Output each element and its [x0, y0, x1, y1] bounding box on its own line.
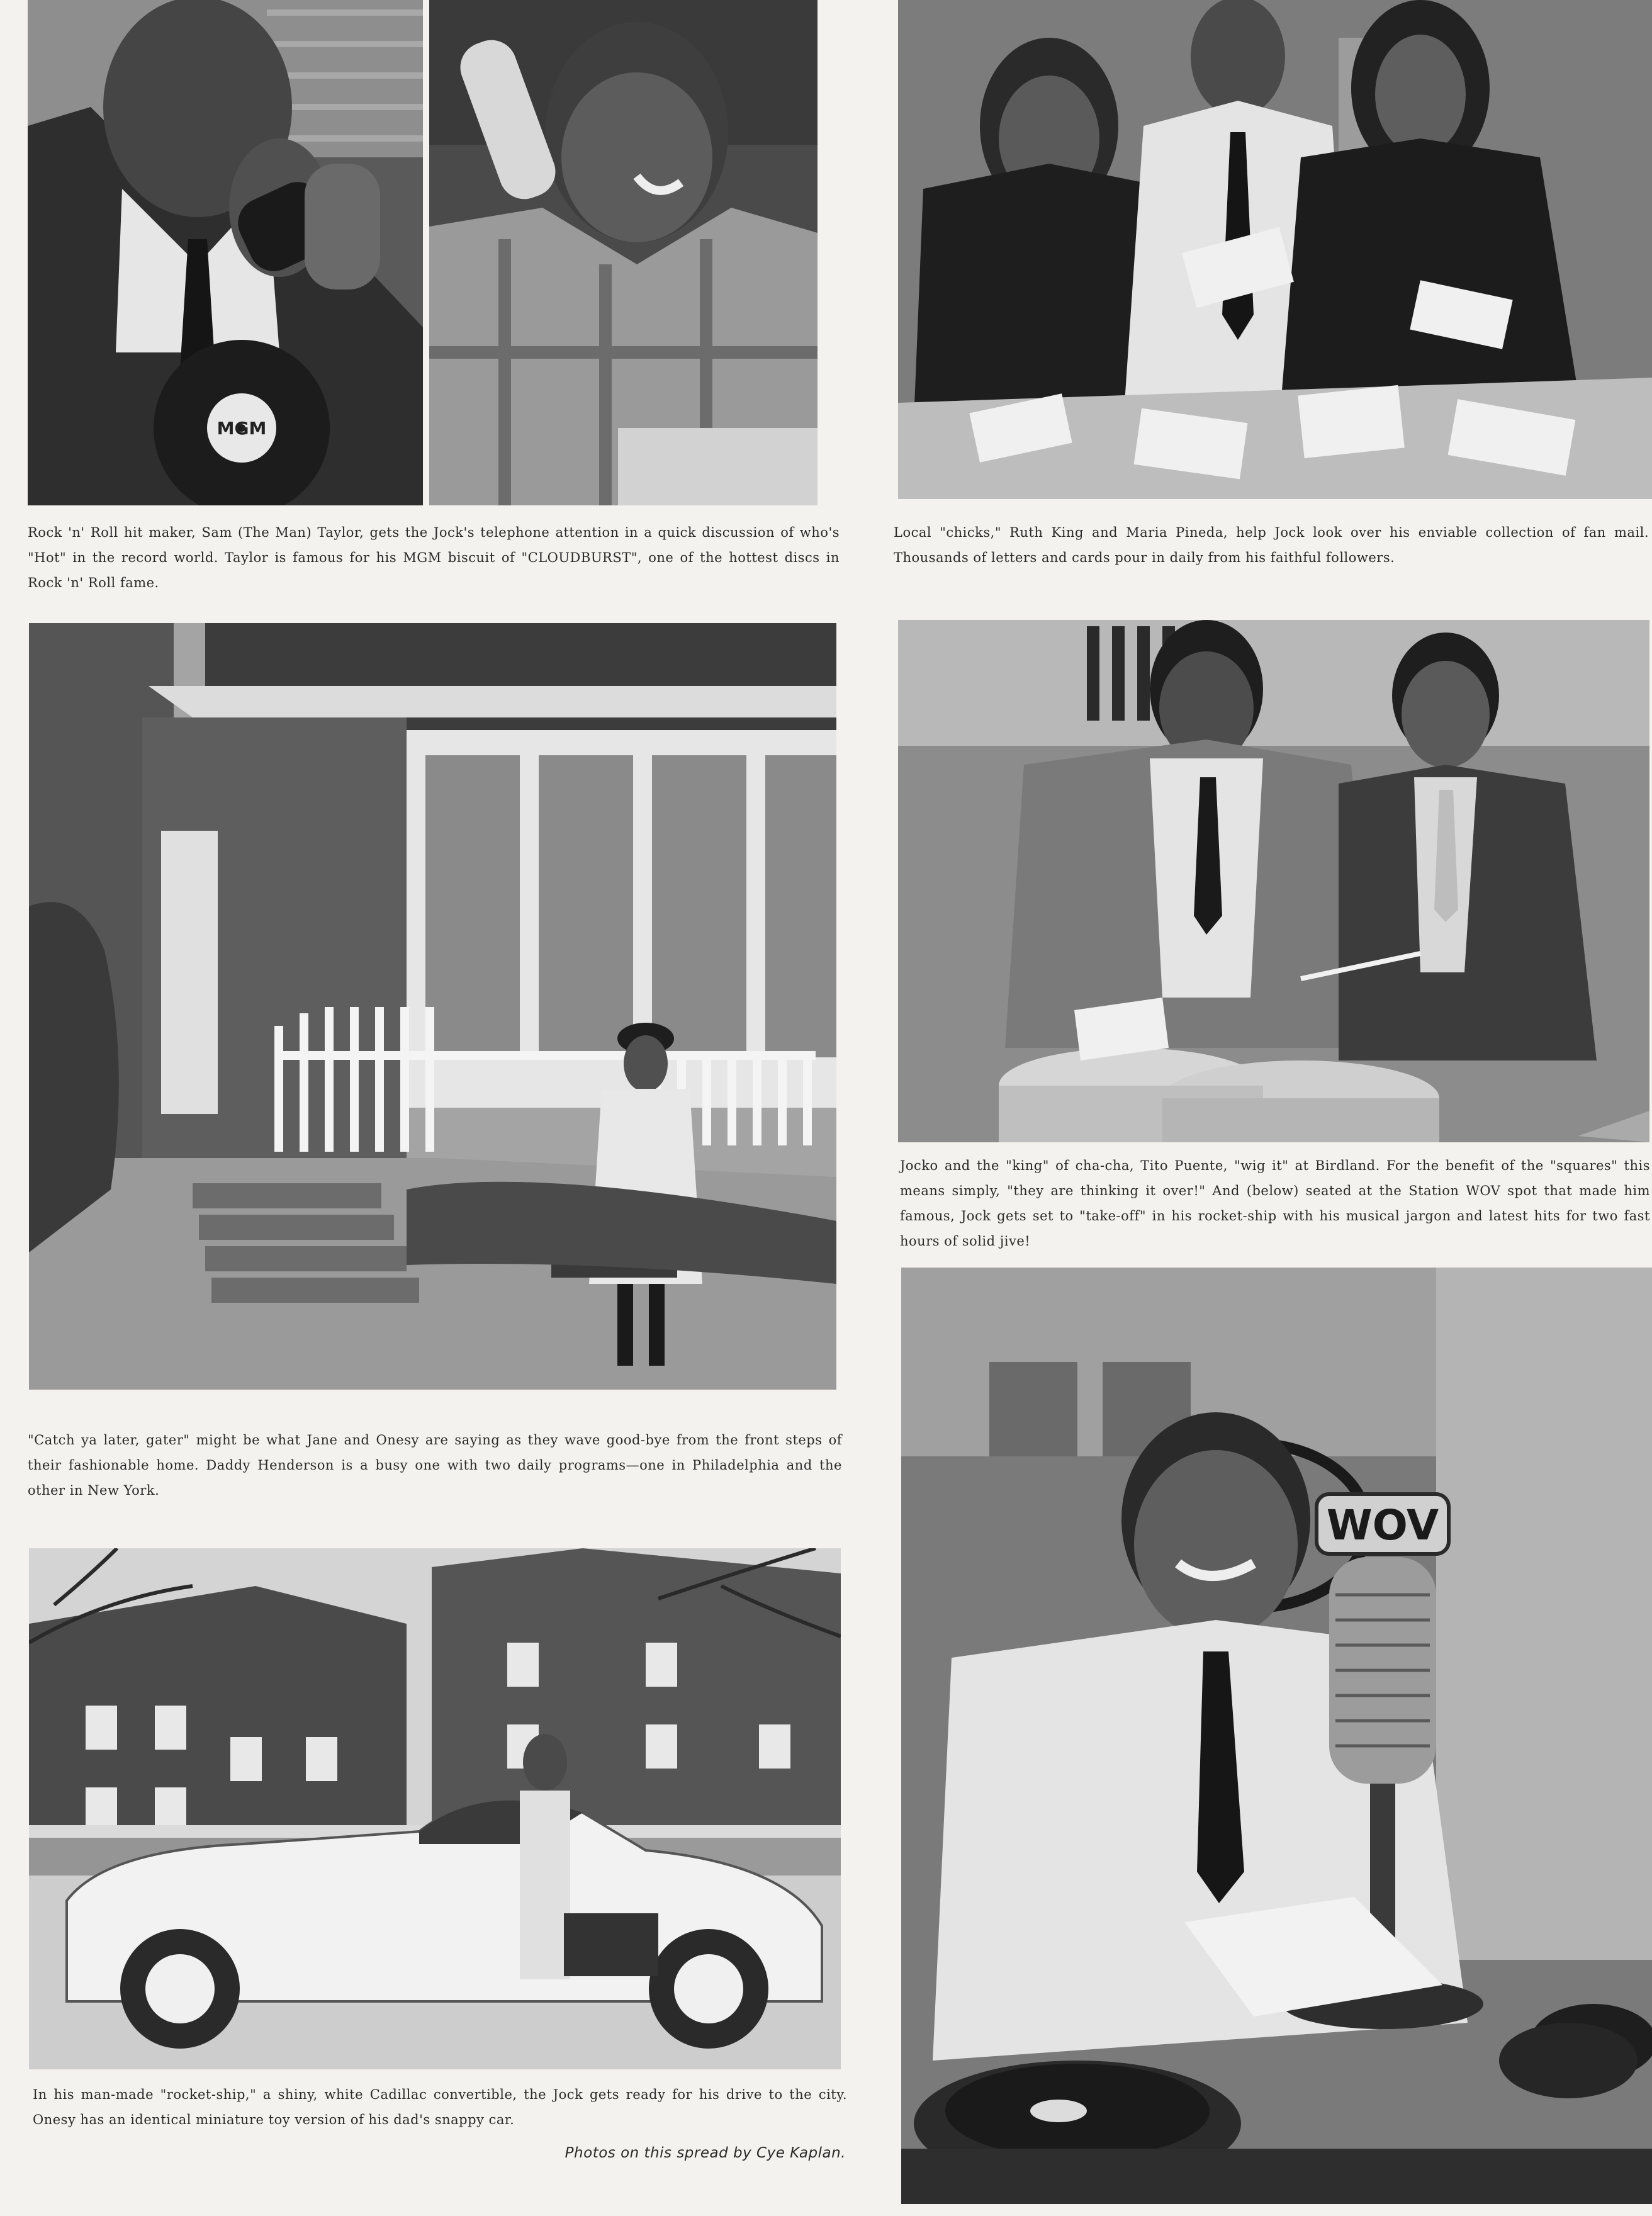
photo-radio-booth-wov	[901, 1268, 1652, 2204]
mgm-disc-label: MGM	[216, 418, 267, 439]
photo-fan-mail	[898, 0, 1652, 499]
photo-jocko-phone	[429, 0, 818, 505]
photo-home-front-steps	[29, 623, 836, 1390]
caption-birdland: Jocko and the "king" of cha-cha, Tito Puente, "wig it" at Birdland. For the benefit of the "squares" this means simply, "they are thinking it over!" And (below) seated at the Station WOV spot that made him famous, Jock gets set to "take-off" in his rocket-ship with his musical jargon and latest hits for two fast hours of solid jive!	[900, 1158, 1650, 1249]
caption-home: "Catch ya later, gater" might be what Jane and Onesy are saying as they wave good-bye from the front steps of their fashionable home. Daddy Henderson is a busy one with two daily programs—one in Philadelphia and the other in New York.	[28, 1432, 842, 1498]
photo-cadillac-convertible	[29, 1548, 841, 2069]
caption-sam-taylor: Rock 'n' Roll hit maker, Sam (The Man) Taylor, gets the Jock's telephone attention in a quick discussion of who's "Hot" in the record world. Taylor is famous for his MGM biscuit of "CLOUDBURST", one of the hottest discs in Rock 'n' Roll fame.	[28, 525, 840, 590]
caption-fan-mail: Local "chicks," Ruth King and Maria Pineda, help Jock look over his enviable collection of fan mail. Thousands of letters and cards pour in daily from his faithful followers.	[894, 525, 1649, 565]
photo-sam-taylor-phone	[28, 0, 423, 505]
wov-mic-sign: WOV	[1326, 1501, 1439, 1550]
photo-birdland-tito-puente	[898, 620, 1649, 1142]
caption-cadillac: In his man-made "rocket-ship," a shiny, white Cadillac convertible, the Jock gets ready for his drive to the city. Onesy has an identical miniature toy version of his dad's snappy car.	[33, 2087, 847, 2127]
photo-credit: Photos on this spread by Cye Kaplan.	[565, 2145, 846, 2161]
